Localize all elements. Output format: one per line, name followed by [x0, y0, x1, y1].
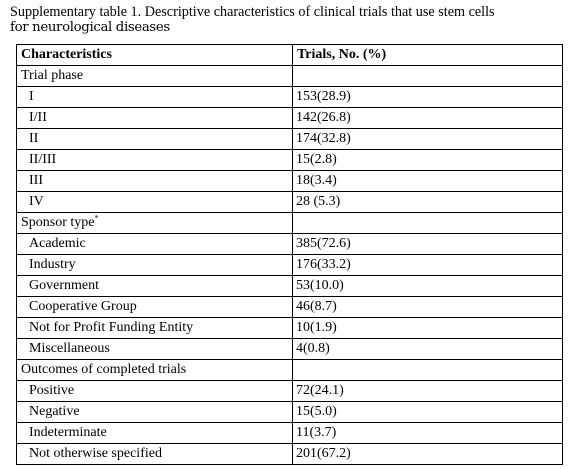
row-label: Academic: [17, 234, 293, 255]
row-value: 72(24.1): [293, 381, 563, 402]
row-label: Industry: [17, 255, 293, 276]
row-label: Indeterminate: [17, 423, 293, 444]
caption-line-2: for neurological diseases: [10, 20, 170, 35]
row-value: 28 (5.3): [293, 192, 563, 213]
table-row: [17, 381, 563, 402]
row-value: 142(26.8): [293, 108, 563, 129]
section-note: *: [94, 213, 99, 223]
row-label: III: [17, 171, 293, 192]
row-value: 46(8.7): [293, 297, 563, 318]
table-row: [17, 150, 563, 171]
row-value: 11(3.7): [293, 423, 563, 444]
table-row: [17, 339, 563, 360]
section-empty-cell: [293, 66, 563, 87]
header-trials: Trials, No. (%): [293, 45, 563, 66]
section-empty-cell: [293, 360, 563, 381]
row-label: IV: [17, 192, 293, 213]
row-label: Miscellaneous: [17, 339, 293, 360]
table-caption: [10, 4, 570, 36]
row-value: 18(3.4): [293, 171, 563, 192]
section-row: [17, 360, 563, 381]
table-row: [17, 192, 563, 213]
row-label: Government: [17, 276, 293, 297]
table-row: [17, 444, 563, 465]
row-label: II: [17, 129, 293, 150]
row-value: 201(67.2): [293, 444, 563, 465]
row-label: Not otherwise specified: [17, 444, 293, 465]
table-row: [17, 423, 563, 444]
table-row: [17, 255, 563, 276]
table-row: [17, 87, 563, 108]
section-title: Outcomes of completed trials: [17, 360, 293, 381]
row-label: Cooperative Group: [17, 297, 293, 318]
section-title: Sponsor type*: [17, 213, 293, 234]
section-empty-cell: [293, 213, 563, 234]
section-row: [17, 213, 563, 234]
table-header-row: [17, 45, 563, 66]
row-label: Not for Profit Funding Entity: [17, 318, 293, 339]
row-value: 4(0.8): [293, 339, 563, 360]
table-row: [17, 402, 563, 423]
row-label: II/III: [17, 150, 293, 171]
table-body: [17, 66, 563, 465]
row-value: 15(2.8): [293, 150, 563, 171]
table-row: [17, 297, 563, 318]
row-value: 153(28.9): [293, 87, 563, 108]
row-value: 53(10.0): [293, 276, 563, 297]
table-row: [17, 276, 563, 297]
row-label: Positive: [17, 381, 293, 402]
section-title: Trial phase: [17, 66, 293, 87]
row-value: 174(32.8): [293, 129, 563, 150]
row-label: I: [17, 87, 293, 108]
table-row: [17, 129, 563, 150]
row-label: Negative: [17, 402, 293, 423]
table-row: [17, 234, 563, 255]
caption-line-1: Supplementary table 1. Descriptive characteristics of clinical trials that use stem cells: [10, 4, 495, 20]
row-value: 176(33.2): [293, 255, 563, 276]
row-label: I/II: [17, 108, 293, 129]
table-row: [17, 318, 563, 339]
table-row: [17, 108, 563, 129]
row-value: 15(5.0): [293, 402, 563, 423]
row-value: 385(72.6): [293, 234, 563, 255]
row-value: 10(1.9): [293, 318, 563, 339]
header-characteristics: Characteristics: [17, 45, 293, 66]
characteristics-table: [16, 44, 563, 465]
section-row: [17, 66, 563, 87]
table-row: [17, 171, 563, 192]
